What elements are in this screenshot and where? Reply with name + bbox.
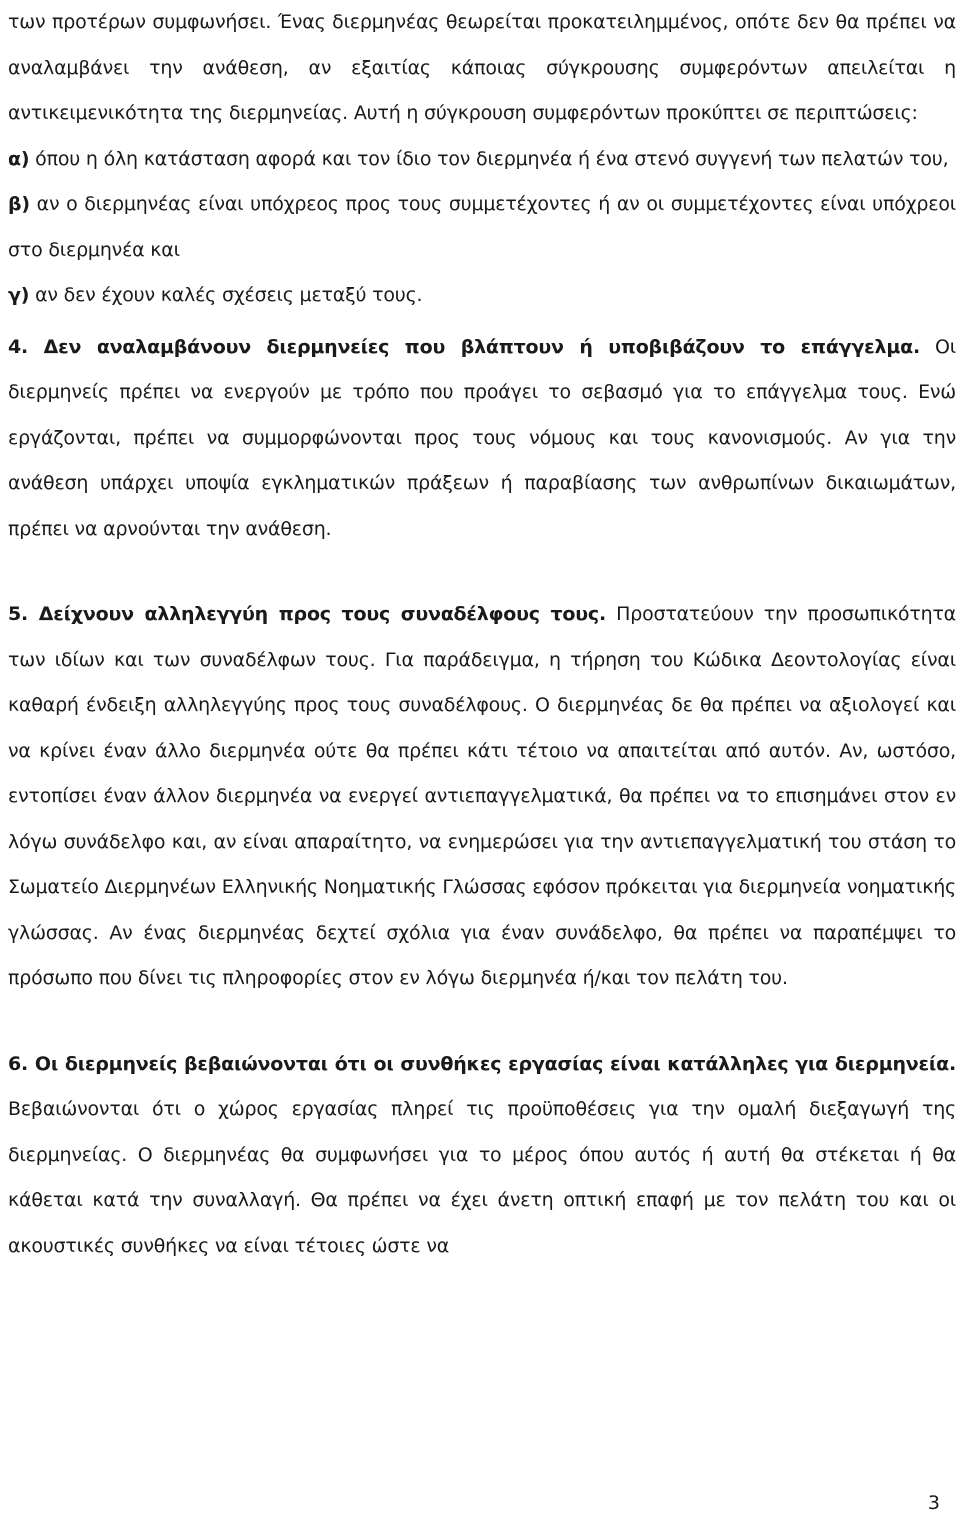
list-item-text: όπου η όλη κατάσταση αφορά και τον ίδιο τον διερμηνέα ή ένα στενό συγγενή των πελατών του,: [29, 147, 949, 170]
list-item-b: [8, 182, 956, 273]
list-item-text: αν ο διερμηνέας είναι υπόχρεος προς τους συμμετέχοντες ή αν οι συμμετέχοντες είναι υπόχρεοι στο διερμηνέα και: [8, 193, 956, 261]
list-item-a: [8, 137, 956, 183]
intro-text: των προτέρων συμφωνήσει. Ένας διερμηνέας θεωρείται προκατειλημμένος, οπότε δεν θα πρέπει να αναλαμβάνει την ανάθεση, αν εξαιτίας κάποιας σύγκρουσης συμφερόντων απειλείται η αντικειμενικότητα της διερμηνείας. Αυτή η σύγκρουση συμφερόντων προκύπτει σε περιπτώσεις:: [8, 11, 956, 124]
list-item-text: αν δεν έχουν καλές σχέσεις μεταξύ τους.: [29, 284, 423, 306]
section-body: Προστατεύουν την προσωπικότητα των ιδίων και των συναδέλφων τους. Για παράδειγμα, η τήρηση του Κώδικα Δεοντολογίας είναι καθαρή ένδειξη αλληλεγγύης προς τους συναδέλφους. Ο διερμηνέας δε θα πρέπει να αξιολογεί και να κρίνει έναν άλλο διερμηνέα ούτε θα πρέπει κάτι τέτοιο να απαιτείται από αυτόν. Αν, ωστόσο, εντοπίσει έναν άλλον διερμηνέα να ενεργεί αντιεπαγγελματικά, θα πρέπει να το επισημάνει στον εν λόγω συνάδελφο και, αν είναι απαραίτητο, να ενημερώσει για την αντιεπαγγελματική του στάση το Σωματείο Διερμηνέων Ελληνικής Νοηματικής Γλώσσας εφόσον πρόκειται για διερμηνεία νοηματικής γλώσσας. Αν ένας διερμηνέας δεχτεί σχόλια για έναν συνάδελφο, θα πρέπει να παραπέμψει το πρόσωπο που δίνει τις πληροφορίες στον εν λόγω διερμηνέα ή/και τον πελάτη του.: [8, 603, 957, 989]
section-heading: 5. Δείχνουν αλληλεγγύη προς τους συναδέλφους τους.: [8, 603, 607, 625]
list-item-c: [8, 273, 956, 319]
list-item-label: α): [8, 147, 30, 170]
page-number: 3: [927, 1492, 940, 1514]
list-item-label: β): [8, 193, 30, 215]
section-4: [8, 325, 956, 553]
section-5: [8, 592, 956, 1002]
section-heading: 6. Οι διερμηνείς βεβαιώνονται ότι οι συνθήκες εργασίας είναι κατάλληλες για διερμηνεία.: [8, 1052, 956, 1075]
section-heading: 4. Δεν αναλαμβάνουν διερμηνείες που βλάπτουν ή υποβιβάζουν το επάγγελμα.: [8, 335, 921, 358]
document-page: [8, 0, 956, 1269]
spacer: [8, 1002, 956, 1042]
intro-paragraph: [8, 0, 956, 137]
section-6: [8, 1042, 956, 1270]
list-item-label: γ): [8, 284, 30, 306]
section-body: Βεβαιώνονται ότι ο χώρος εργασίας πληρεί τις προϋποθέσεις για την ομαλή διεξαγωγή της διερμηνείας. Ο διερμηνέας θα συμφωνήσει για το μέρος όπου αυτός ή αυτή θα στέκεται ή θα κάθεται κατά την συναλλαγή. Θα πρέπει να έχει άνετη οπτική επαφή με τον πελάτη του και οι ακουστικές συνθήκες να είναι τέτοιες ώστε να: [8, 1098, 956, 1257]
section-body: Οι διερμηνείς πρέπει να ενεργούν με τρόπο που προάγει το σεβασμό για το επάγγελμα τους. Ενώ εργάζονται, πρέπει να συμμορφώνονται προς τους νόμους και τους κανονισμούς. Αν για την ανάθεση υπάρχει υποψία εγκληματικών πράξεων ή παραβίασης των ανθρωπίνων δικαιωμάτων, πρέπει να αρνούνται την ανάθεση.: [8, 335, 957, 540]
spacer: [8, 552, 956, 592]
